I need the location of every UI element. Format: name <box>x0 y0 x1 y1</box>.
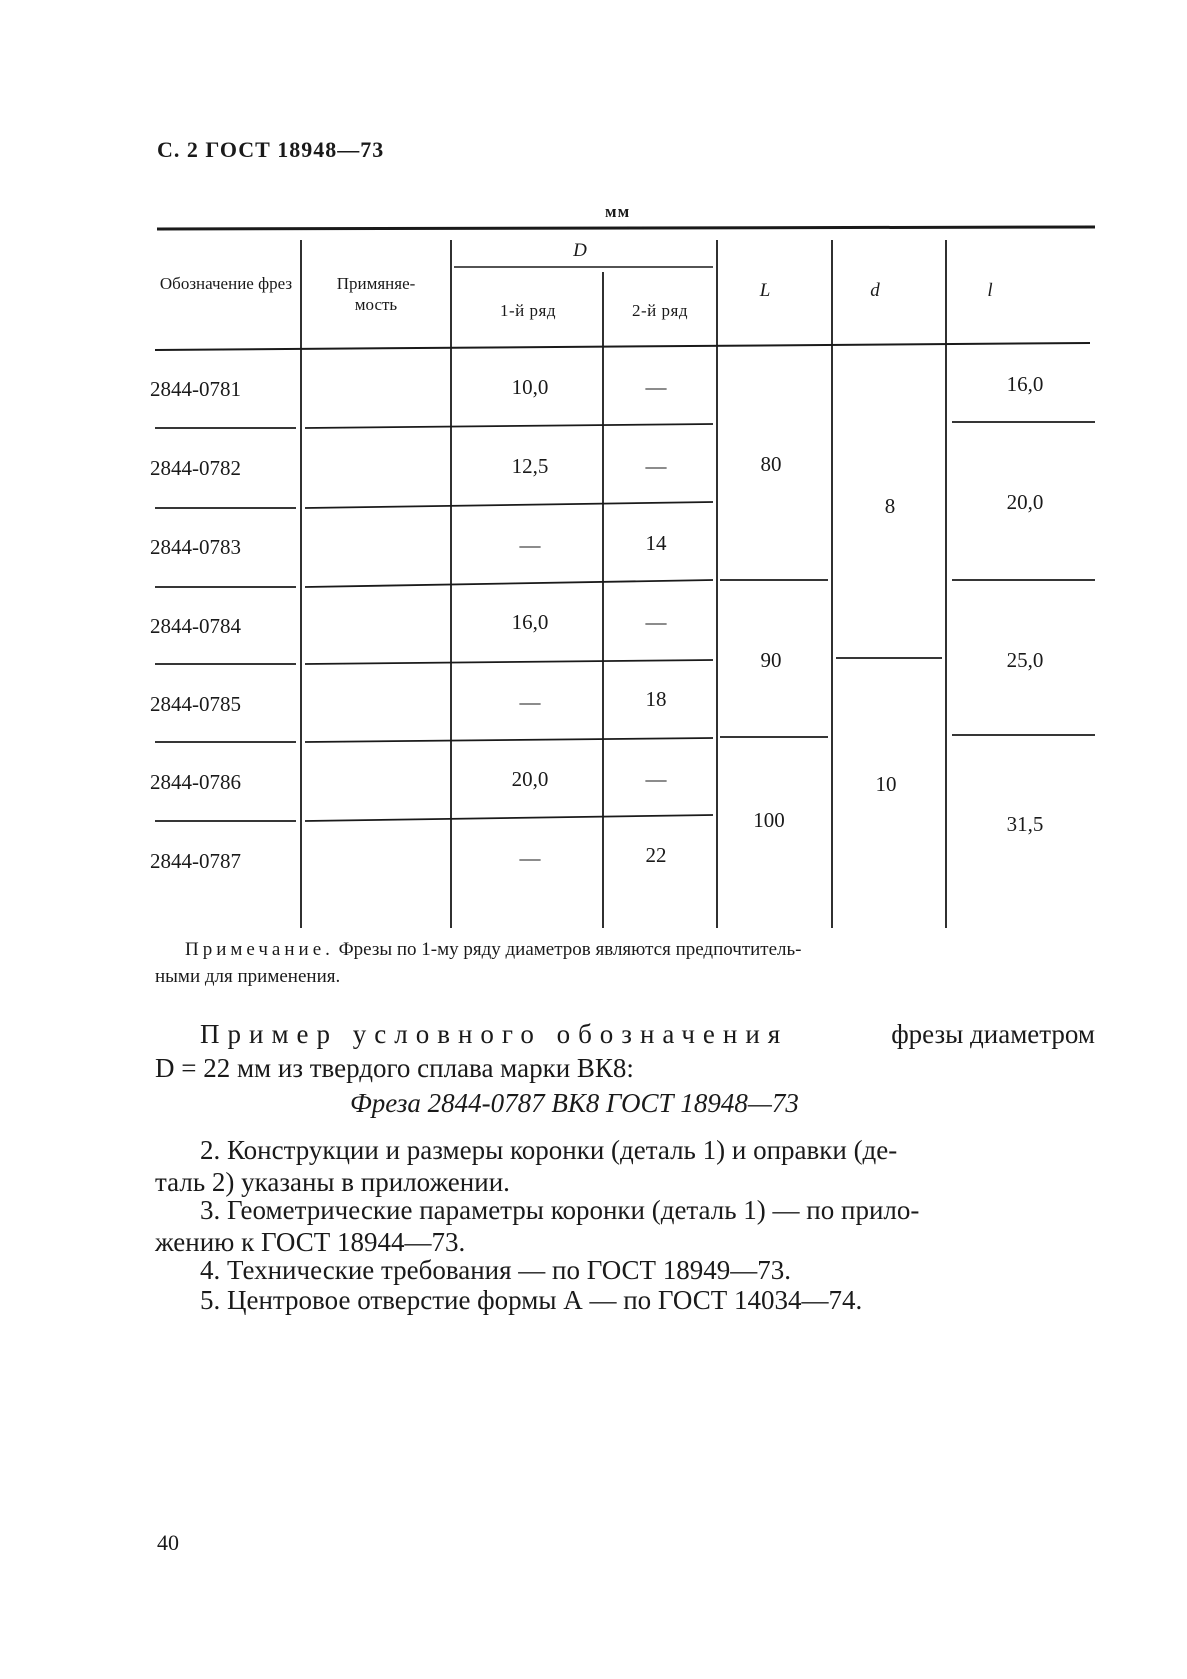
example-label: Пример условного обозначения <box>200 1019 789 1049</box>
l-value-16: 16,0 <box>1006 372 1044 396</box>
page-number: 40 <box>157 1530 179 1555</box>
header-D: D <box>573 240 587 261</box>
l-value-31-5: 31,5 <box>1006 812 1044 836</box>
row-d2-3: 14 <box>645 531 667 555</box>
header-L: L <box>759 280 771 301</box>
page-header: С. 2 ГОСТ 18948—73 <box>157 137 385 162</box>
example-designation: Фреза 2844-0787 ВК8 ГОСТ 18948—73 <box>350 1088 799 1118</box>
header-row2: 2-й ряд <box>632 301 688 320</box>
item3-line1: 3. Геометрические параметры коронки (деталь 1) — по прило- <box>200 1195 920 1225</box>
item5: 5. Центровое отверстие формы А — по ГОСТ 14034—74. <box>200 1285 863 1315</box>
L-value-100: 100 <box>753 808 785 832</box>
row-code-6: 2844-0786 <box>150 770 241 794</box>
row-d1-2: 12,5 <box>511 454 549 478</box>
item3-line2: жению к ГОСТ 18944—73. <box>155 1227 466 1257</box>
row-d1-4: 16,0 <box>511 610 549 634</box>
row-d2-7: 22 <box>645 843 667 867</box>
note-text-line1: Фрезы по 1-му ряду диаметров являются предпочтитель- <box>338 939 802 960</box>
row-d2-4: — <box>645 610 667 634</box>
row-code-5: 2844-0785 <box>150 692 241 716</box>
note-label: Примечание. <box>185 939 334 960</box>
example-line2: D = 22 мм из твердого сплава марки ВК8: <box>155 1053 634 1083</box>
l-value-20: 20,0 <box>1006 490 1044 514</box>
l-value-25: 25,0 <box>1006 648 1044 672</box>
row-code-2: 2844-0782 <box>150 456 241 480</box>
example-line1 <box>200 1018 1095 1050</box>
table-note <box>185 936 1095 964</box>
row-d1-7: — <box>519 846 541 870</box>
row-code-4: 2844-0784 <box>150 614 241 638</box>
row-code-3: 2844-0783 <box>150 535 241 559</box>
item4: 4. Технические требования — по ГОСТ 18949—73. <box>200 1255 792 1285</box>
item2-line1: 2. Конструкции и размеры коронки (деталь 1) и оправки (де- <box>200 1135 898 1165</box>
item2-line2: таль 2) указаны в приложении. <box>155 1167 510 1197</box>
header-applicability: Примяняе-мость <box>336 274 416 314</box>
row-d2-2: — <box>645 454 667 478</box>
row-d1-6: 20,0 <box>511 767 549 791</box>
note-text-line2: ными для применения. <box>155 966 341 987</box>
row-d2-6: — <box>645 767 667 791</box>
row-d1-5: — <box>519 690 541 714</box>
header-designation: Обозначение фрез <box>159 274 293 293</box>
L-value-90: 90 <box>760 648 782 672</box>
d-value-10: 10 <box>875 772 897 796</box>
row-code-1: 2844-0781 <box>150 377 241 401</box>
row-d1-1: 10,0 <box>511 375 549 399</box>
unit-label: мм <box>605 202 631 221</box>
header-d: d <box>870 280 880 301</box>
L-value-80: 80 <box>760 452 782 476</box>
row-d2-5: 18 <box>645 687 667 711</box>
row-code-7: 2844-0787 <box>150 849 241 873</box>
header-row1: 1-й ряд <box>500 301 556 320</box>
header-l: l <box>987 280 993 301</box>
example-line1-rest: фрезы диаметром <box>891 1019 1095 1049</box>
row-d1-3: — <box>519 533 541 557</box>
row-d2-1: — <box>645 375 667 399</box>
d-value-8: 8 <box>884 494 896 518</box>
